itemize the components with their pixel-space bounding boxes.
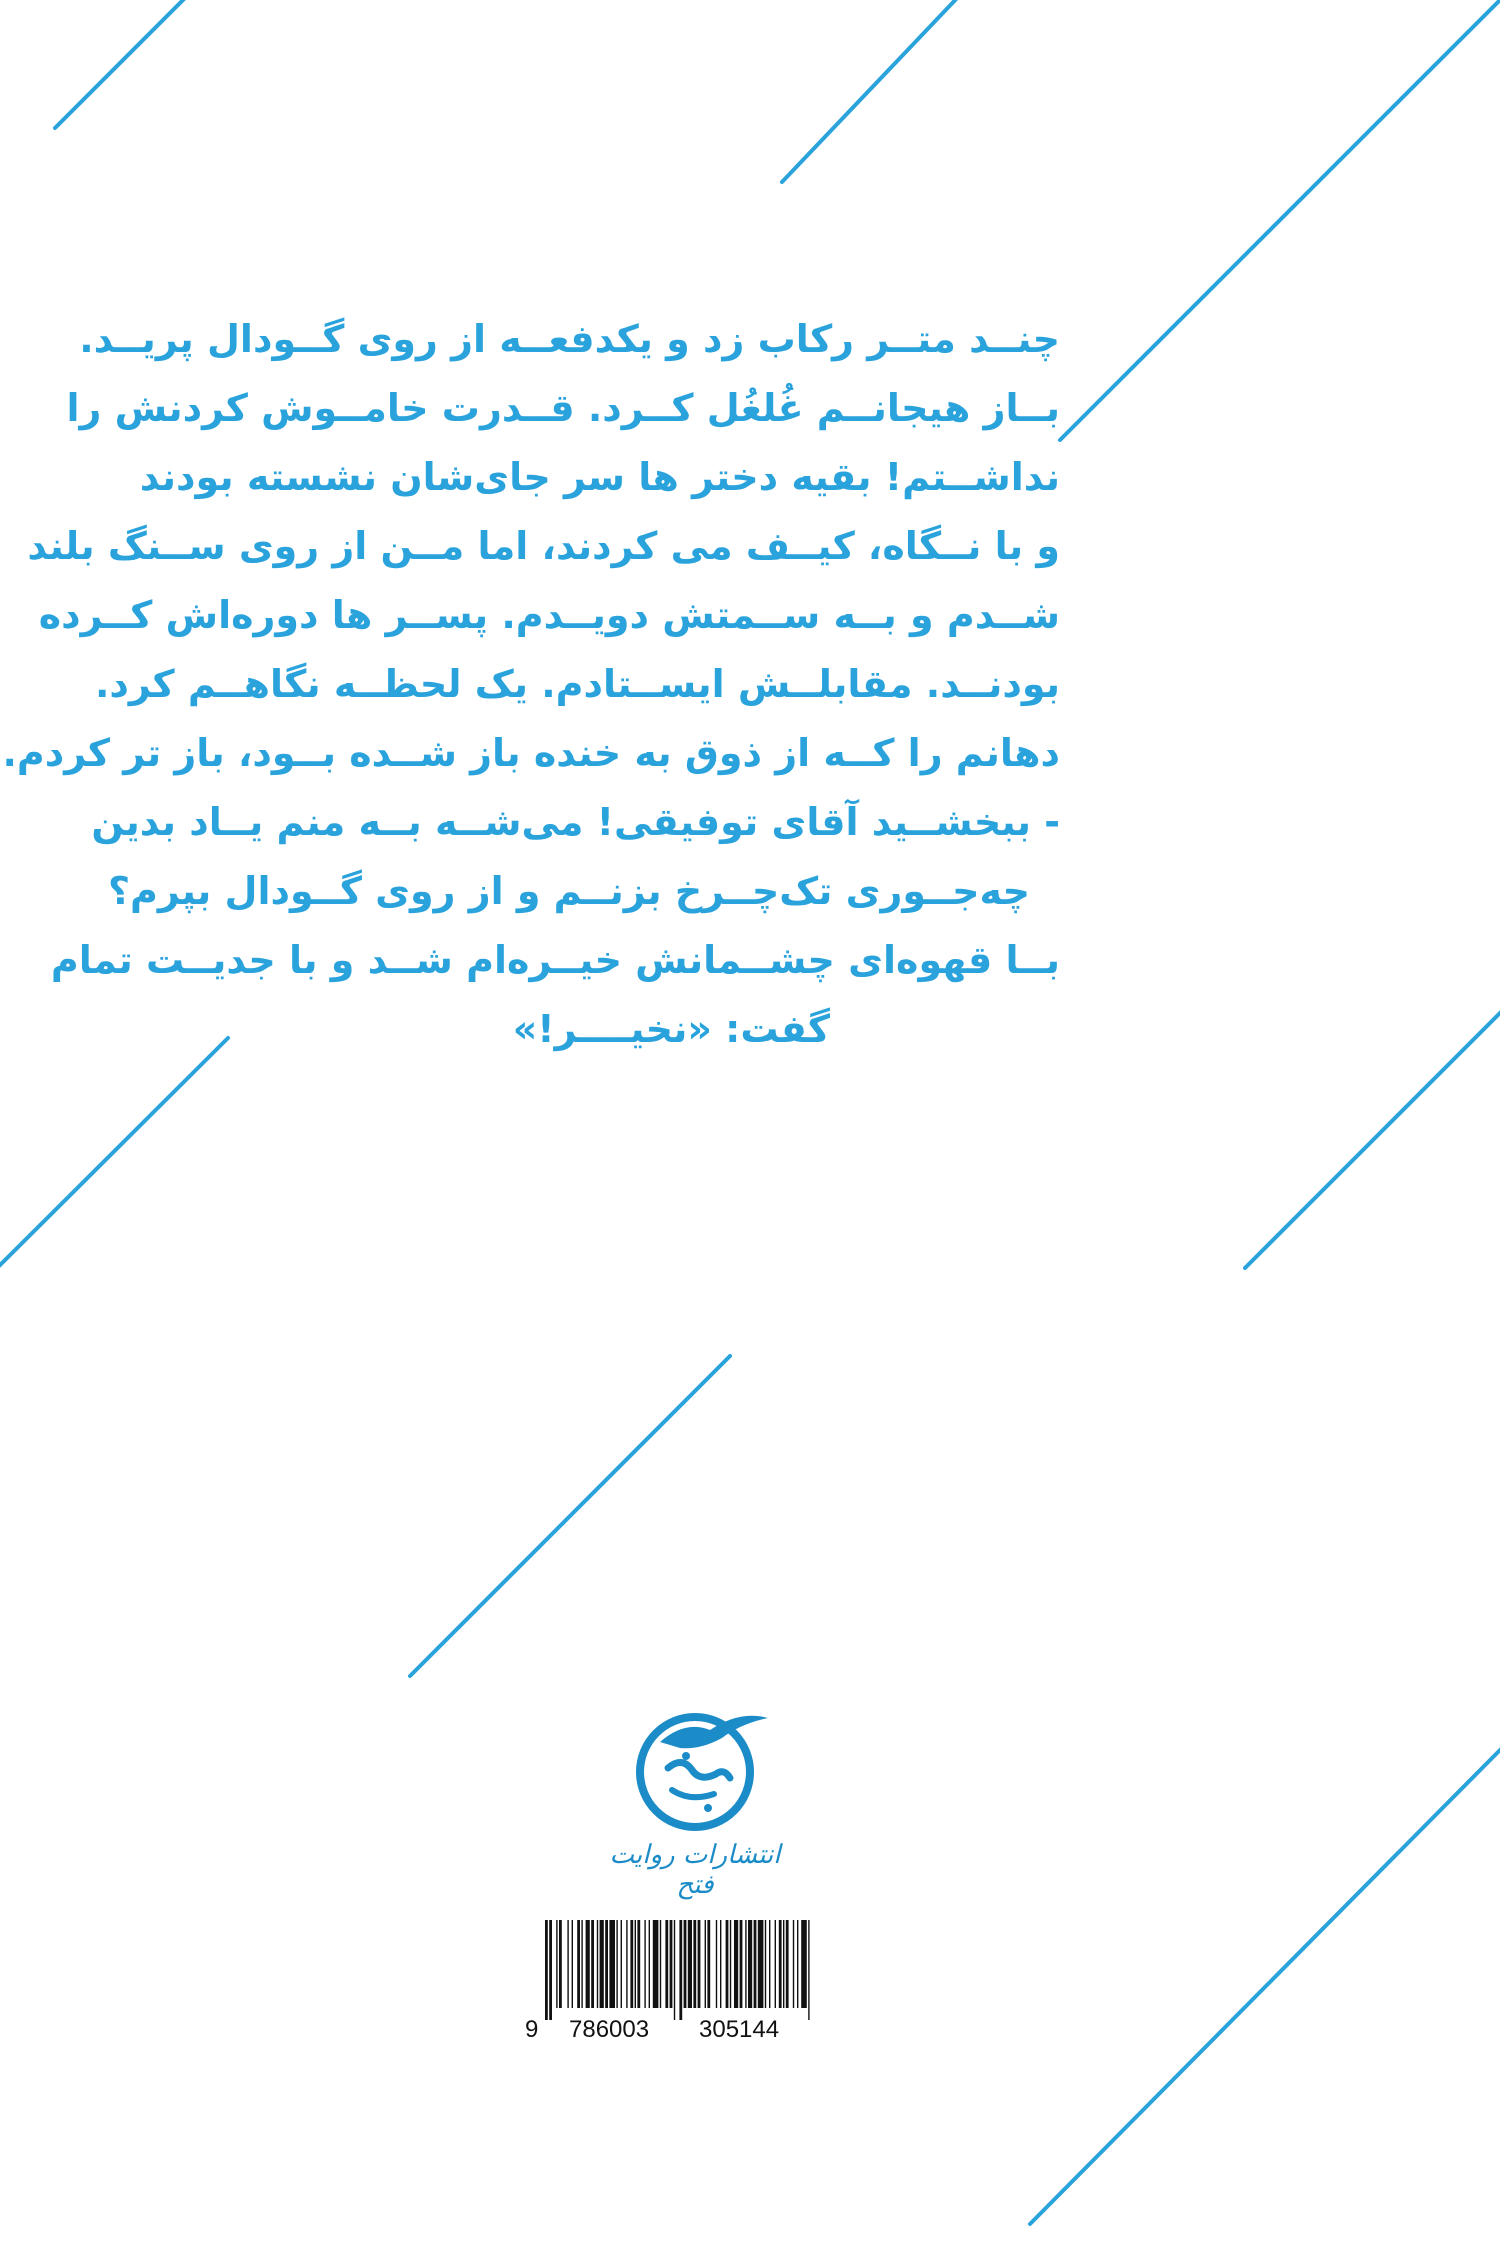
barcode-bar bbox=[740, 1920, 743, 2008]
blurb-line: چه‌جــوری تک‌چــرخ بزنــم و از روی گــودال بپرم؟ bbox=[107, 869, 1030, 913]
barcode-bar bbox=[745, 1920, 746, 2008]
barcode-bar bbox=[586, 1920, 590, 2008]
barcode-bar bbox=[688, 1920, 692, 2008]
barcode-bar bbox=[630, 1920, 633, 2008]
barcode-bar bbox=[637, 1920, 640, 2008]
barcode-bar bbox=[693, 1920, 696, 2008]
barcode-bar bbox=[597, 1920, 598, 2008]
diagonal-line bbox=[55, 0, 188, 128]
barcode-bar bbox=[581, 1920, 582, 2008]
barcode-bar bbox=[679, 1920, 682, 2020]
barcode-bar bbox=[572, 1920, 573, 2008]
barcode-bar bbox=[660, 1920, 661, 2008]
blurb-line: بودنــد. مقابلــش ایســتادم. یک لحظــه نگاهــم کرد. bbox=[94, 662, 1060, 706]
blurb-line: نداشــتم! بقیه دختر ها سر جای‌شان نشسته بودند bbox=[139, 455, 1060, 499]
barcode-bar bbox=[801, 1920, 807, 2008]
barcode-bar bbox=[567, 1920, 568, 2008]
barcode-bar bbox=[670, 1920, 673, 2008]
blurb-line: - ببخشــید آقای توفیقی! می‌شــه بــه منم یــاد بدین bbox=[91, 800, 1060, 844]
barcode-bar bbox=[605, 1920, 608, 2008]
barcode-bar bbox=[674, 1920, 675, 2020]
barcode-bar bbox=[545, 1920, 548, 2020]
barcode-bar bbox=[730, 1920, 731, 2008]
blurb-line: شــدم و بــه ســمتش دویــدم. پســر ها دوره‌اش کــرده bbox=[38, 593, 1060, 637]
diagonal-line bbox=[1245, 1008, 1500, 1268]
isbn-lead-digit: 9 bbox=[525, 2016, 539, 2043]
barcode-bar bbox=[716, 1920, 717, 2008]
barcode-bar bbox=[556, 1920, 557, 2008]
barcode-bar bbox=[734, 1920, 738, 2008]
back-cover-blurb bbox=[2, 305, 1060, 1064]
barcode-bar bbox=[797, 1920, 798, 2008]
barcode-bar bbox=[591, 1920, 594, 2008]
blurb-line: بــاز هیجانــم غُلغُل کــرد. قــدرت خامــوش کردنش را bbox=[66, 386, 1060, 430]
barcode-bar bbox=[559, 1920, 562, 2008]
barcode-bar bbox=[626, 1920, 627, 2008]
blurb-line: چنــد متــر رکاب زد و یکدفعــه از روی گــودال پریــد. bbox=[79, 317, 1060, 361]
barcode-bar bbox=[621, 1920, 622, 2008]
revayat-fath-logo-icon bbox=[590, 1690, 800, 1840]
barcode-bar bbox=[720, 1920, 721, 2008]
barcode-bar bbox=[765, 1920, 766, 2008]
barcode-bar bbox=[649, 1920, 650, 2008]
barcode-bar bbox=[786, 1920, 789, 2008]
barcode-bar bbox=[698, 1920, 701, 2008]
barcode-bar bbox=[549, 1920, 552, 2020]
barcode-bar bbox=[684, 1920, 687, 2008]
barcode-bar bbox=[665, 1920, 668, 2008]
diagonal-line bbox=[0, 1038, 228, 1270]
barcode-bar bbox=[635, 1920, 636, 2008]
barcode-bar bbox=[609, 1920, 615, 2008]
isbn-barcode bbox=[525, 1920, 817, 2043]
isbn-digit-group-left: 786003 bbox=[569, 2016, 650, 2043]
blurb-line: گفت: «نخیــــر!» bbox=[512, 1007, 830, 1051]
isbn-digit-group-right: 305144 bbox=[699, 2016, 780, 2043]
barcode-bar bbox=[793, 1920, 794, 2008]
barcode-bar bbox=[769, 1920, 770, 2008]
diagonal-line bbox=[410, 1356, 730, 1676]
barcode-bar bbox=[808, 1920, 809, 2020]
barcode-bar bbox=[758, 1920, 764, 2008]
barcode-bar bbox=[779, 1920, 782, 2008]
diagonal-line bbox=[1030, 1745, 1500, 2224]
publisher-logo bbox=[590, 1690, 800, 1900]
barcode-bar bbox=[600, 1920, 604, 2008]
barcode-bar bbox=[726, 1920, 729, 2008]
barcode-bar bbox=[748, 1920, 752, 2008]
barcode-bar bbox=[707, 1920, 710, 2008]
blurb-line: و با نــگاه، کیــف می کردند، اما مــن از روی ســنگ بلند bbox=[27, 524, 1060, 568]
diagonal-line bbox=[1060, 0, 1500, 440]
isbn-digits bbox=[525, 2016, 817, 2044]
diagonal-line bbox=[782, 0, 960, 182]
barcode-icon bbox=[545, 1920, 813, 2020]
barcode-bar bbox=[577, 1920, 580, 2008]
barcode-bar bbox=[644, 1920, 645, 2008]
barcode-bar bbox=[775, 1920, 776, 2008]
barcode-bar bbox=[754, 1920, 757, 2008]
barcode-bar bbox=[616, 1920, 617, 2008]
blurb-line: دهانم را کــه از ذوق به خنده باز شــده بــود، باز تر کردم. bbox=[2, 731, 1060, 775]
barcode-bar bbox=[783, 1920, 784, 2008]
publisher-name: انتشارات روایت فتح bbox=[609, 1840, 781, 1900]
barcode-bar bbox=[705, 1920, 706, 2008]
blurb-line: بــا قهوه‌ای چشــمانش خیــره‌ام شــد و با جدیــت تمام bbox=[50, 938, 1060, 982]
barcode-bar bbox=[653, 1920, 659, 2008]
